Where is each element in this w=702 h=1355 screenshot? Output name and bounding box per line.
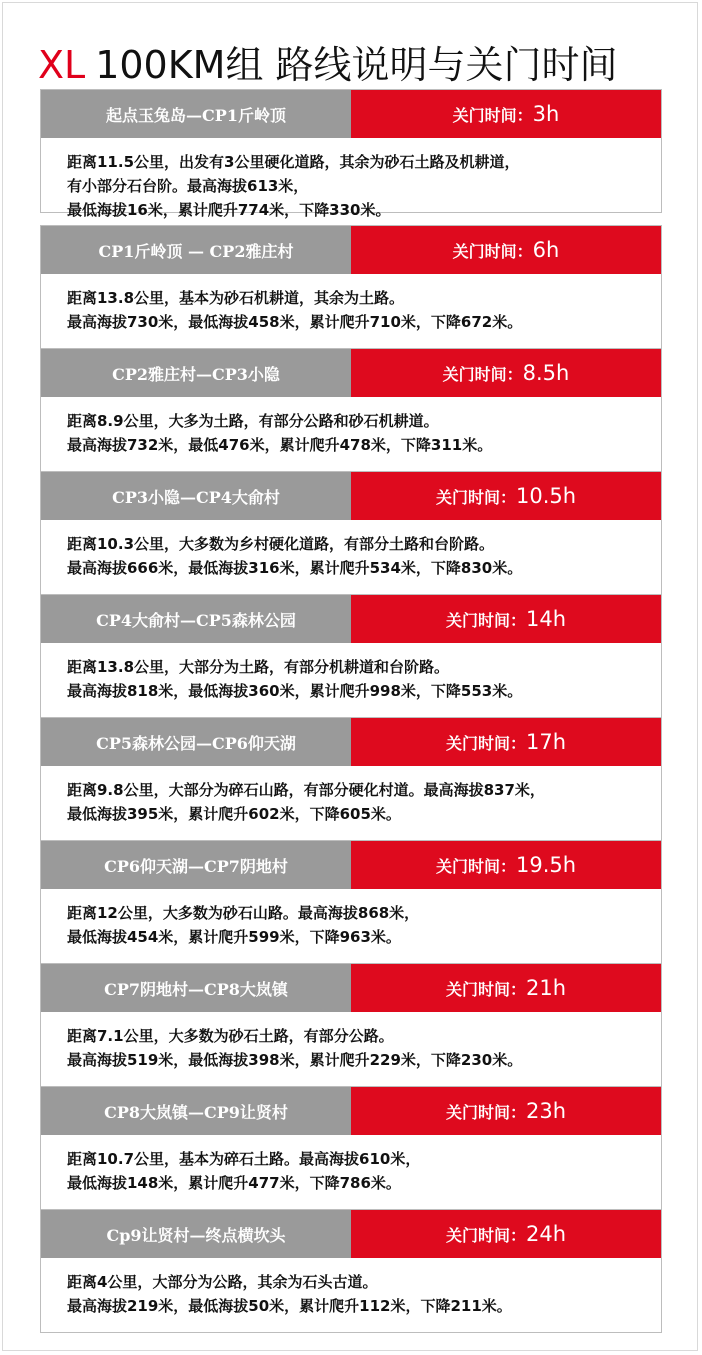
close-time-label: 关门时间： [435,487,516,507]
route-label: CP8大岚镇—CP9让贤村 [41,1087,351,1135]
close-time-value: 14h [525,607,567,631]
close-time-value: 17h [525,730,567,754]
route-description [67,150,655,222]
section-header [41,718,661,766]
close-time-label: 关门时间： [445,1225,526,1245]
close-time-value: 6h [532,238,560,262]
route-label: CP4大俞村—CP5森林公园 [41,595,351,643]
route-label: CP2雅庄村—CP3小隐 [41,349,351,397]
close-time-value: 23h [525,1099,567,1123]
description-line: 最高海拔732米，最低476米，累计爬升478米，下降311米。 [67,436,493,454]
description-line: 距离11.5公里，出发有3公里硬化道路，其余为砂石土路及机耕道， [67,153,520,171]
description-line: 最高海拔219米，最低海拔50米，累计爬升112米，下降211米。 [67,1297,512,1315]
description-line: 最低海拔395米，累计爬升602米，下降605米。 [67,805,401,823]
close-time-label: 关门时间： [445,733,526,753]
section-header [41,349,661,397]
section-header [41,226,661,274]
route-section [40,1086,662,1210]
section-header [41,1087,661,1135]
title-main: 100KM组 路线说明与关门时间 [95,43,618,87]
route-label: CP1斤岭顶 — CP2雅庄村 [41,226,351,274]
close-time-value: 24h [525,1222,567,1246]
close-time-box [351,472,661,520]
description-line: 最高海拔519米，最低海拔398米，累计爬升229米，下降230米。 [67,1051,523,1069]
description-line: 距离7.1公里，大多数为砂石土路，有部分公路。 [67,1027,394,1045]
description-line: 最高海拔730米，最低海拔458米，累计爬升710米，下降672米。 [67,313,523,331]
route-description [67,1147,655,1195]
close-time-box [351,595,661,643]
section-header [41,472,661,520]
close-time-box [351,1087,661,1135]
close-time-label: 关门时间： [445,1102,526,1122]
route-section [40,471,662,595]
close-time-label: 关门时间： [452,241,533,261]
route-label: Cp9让贤村—终点横坎头 [41,1210,351,1258]
route-label: CP6仰天湖—CP7阴地村 [41,841,351,889]
close-time-value: 10.5h [515,484,577,508]
description-line: 有小部分石台阶。最高海拔613米， [67,177,309,195]
route-section [40,717,662,841]
route-section [40,225,662,349]
close-time-label: 关门时间： [445,610,526,630]
route-description [67,901,655,949]
description-line: 距离10.7公里，基本为碎石土路。最高海拔610米， [67,1150,421,1168]
route-section [40,963,662,1087]
page-title [38,40,678,90]
route-description [67,1024,655,1072]
route-section [40,348,662,472]
close-time-box [351,841,661,889]
route-section [40,840,662,964]
section-header [41,964,661,1012]
section-header [41,90,661,138]
description-line: 距离12公里，大多数为砂石山路。最高海拔868米， [67,904,420,922]
description-line: 距离13.8公里，大部分为土路，有部分机耕道和台阶路。 [67,658,450,676]
close-time-box [351,718,661,766]
route-label: CP3小隐—CP4大俞村 [41,472,351,520]
close-time-box [351,964,661,1012]
description-line: 距离13.8公里，基本为砂石机耕道，其余为土路。 [67,289,405,307]
route-label: CP5森林公园—CP6仰天湖 [41,718,351,766]
route-description [67,655,655,703]
route-description [67,1270,655,1318]
close-time-value: 21h [525,976,567,1000]
close-time-value: 8.5h [522,361,570,385]
close-time-box [351,349,661,397]
route-description [67,532,655,580]
close-time-label: 关门时间： [445,979,526,999]
close-time-value: 3h [532,102,560,126]
section-header [41,841,661,889]
close-time-box [351,226,661,274]
route-section [40,1209,662,1333]
close-time-label: 关门时间： [442,364,523,384]
close-time-box [351,1210,661,1258]
route-label: CP7阴地村—CP8大岚镇 [41,964,351,1012]
route-description [67,778,655,826]
close-time-label: 关门时间： [435,856,516,876]
title-accent: XL [38,43,86,87]
route-description [67,286,655,334]
route-section [40,89,662,219]
route-section [40,594,662,718]
description-line: 最高海拔818米，最低海拔360米，累计爬升998米，下降553米。 [67,682,523,700]
section-header [41,595,661,643]
close-time-value: 19.5h [515,853,577,877]
description-line: 最高海拔666米，最低海拔316米，累计爬升534米，下降830米。 [67,559,523,577]
description-line: 最低海拔16米，累计爬升774米，下降330米。 [67,201,391,219]
description-line: 距离8.9公里，大多为土路，有部分公路和砂石机耕道。 [67,412,439,430]
description-line: 距离9.8公里，大部分为碎石山路，有部分硬化村道。最高海拔837米， [67,781,545,799]
close-time-box [351,90,661,138]
description-line: 最低海拔148米，累计爬升477米，下降786米。 [67,1174,401,1192]
route-label: 起点玉兔岛—CP1斤岭顶 [41,90,351,138]
close-time-label: 关门时间： [452,105,533,125]
description-line: 距离10.3公里，大多数为乡村硬化道路，有部分土路和台阶路。 [67,535,495,553]
route-description [67,409,655,457]
description-line: 距离4公里，大部分为公路，其余为石头古道。 [67,1273,378,1291]
section-header [41,1210,661,1258]
description-line: 最低海拔454米，累计爬升599米，下降963米。 [67,928,401,946]
